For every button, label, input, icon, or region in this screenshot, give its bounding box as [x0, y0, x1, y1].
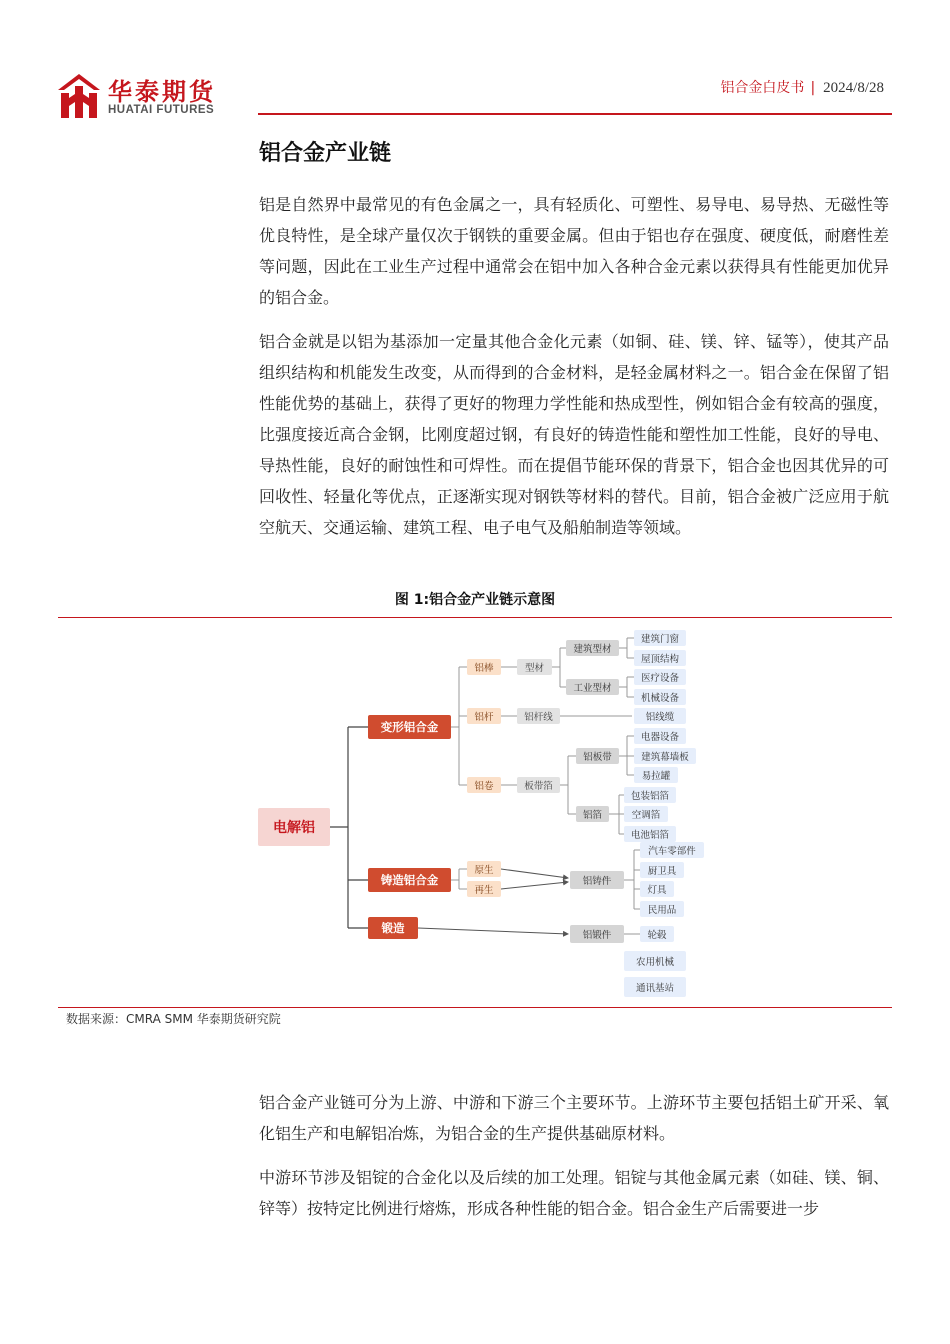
node-industrial-profile: 工业型材	[566, 679, 619, 695]
section-title: 铝合金产业链	[259, 141, 392, 166]
paragraph-midstream: 中游环节涉及铝锭的合金化以及后续的加工处理。铝锭与其他金属元素（如硅、镁、铜、锌等）按特定比例进行熔炼，形成各种性能的铝合金。铝合金生产后需要进一步	[259, 1168, 889, 1218]
leaf-machinery: 机械设备	[634, 689, 686, 705]
brand-name-cn: 华泰期货	[108, 78, 216, 106]
figure-caption: 图 1:铝合金产业链示意图	[394, 592, 556, 608]
huatai-logo-icon	[58, 74, 100, 118]
node-recycled: 再生	[467, 881, 501, 897]
paragraph-intro: 铝是自然界中最常见的有色金属之一，具有轻质化、可塑性、易导电、易导热、无磁性等优良特性，是全球产量仅次于钢铁的重要金属。但由于铝也存在强度、硬度低，耐磨性差等问题，因此在工业生产过程中通常会在铝中加入各种合金元素以获得具有性能更加优异的铝合金。	[259, 195, 889, 307]
brand-name-en: HUATAI FUTURES	[108, 104, 215, 116]
leaf-daily-goods: 民用品	[640, 901, 684, 917]
paragraph-chain-overview: 铝合金产业链可分为上游、中游和下游三个主要环节。上游环节主要包括铝土矿开采、氧化铝生产和电解铝冶炼，为铝合金的生产提供基础原材料。	[259, 1093, 889, 1143]
leaf-hub: 轮毂	[640, 926, 674, 942]
node-electrolytic-aluminum: 电解铝	[258, 808, 330, 846]
report-date: 2024/8/28	[823, 80, 884, 96]
node-plate-strip: 铝板带	[576, 748, 619, 764]
node-forging: 锻造	[368, 917, 418, 939]
industry-chain-diagram	[58, 620, 892, 1008]
header-divider	[258, 113, 892, 115]
figure-bottom-rule	[58, 1007, 892, 1008]
leaf-auto-parts: 汽车零部件	[640, 842, 704, 858]
paragraph-definition: 铝合金就是以铝为基添加一定量其他合金化元素（如铜、硅、镁、锌、锰等），使其产品组织结构和机能发生改变，从而得到的合金材料，是轻金属材料之一。铝合金在保留了铝性能优势的基础上，获得了更好的物理力学性能和热成型性，例如铝合金有较高的强度，比强度接近高合金钢，比刚度超过钢，有良好的铸造性能和塑性加工性能，良好的导电、导热性能，良好的耐蚀性和可焊性。而在提倡节能环保的背景下，铝合金也因其优异的可回收性、轻量化等优点，正逐渐实现对钢铁等材料的替代。目前，铝合金被广泛应用于航空航天、交通运输、建筑工程、电子电气及船舶制造等领域。	[259, 332, 889, 537]
leaf-curtain-wall: 建筑幕墙板	[634, 748, 696, 764]
leaf-battery-foil: 电池铝箔	[624, 826, 676, 842]
node-cast-alloy: 铸造铝合金	[368, 868, 451, 892]
node-primary: 原生	[467, 861, 501, 877]
leaf-roof-structure: 屋顶结构	[634, 650, 686, 666]
node-casting: 铝铸件	[570, 871, 624, 889]
node-deformed-alloy: 变形铝合金	[368, 715, 451, 739]
leaf-electrical: 电器设备	[634, 728, 686, 744]
node-aluminum-coil: 铝卷	[467, 777, 501, 793]
node-rod-wire: 铝杆线	[517, 708, 560, 724]
data-source: 数据来源：CMRA SMM 华泰期货研究院	[66, 1012, 281, 1026]
node-profile: 型材	[517, 659, 552, 675]
node-forging-part: 铝锻件	[570, 925, 624, 943]
leaf-door-window: 建筑门窗	[634, 630, 686, 646]
meta-separator: |	[810, 80, 816, 96]
leaf-agri-machinery: 农用机械	[624, 951, 686, 971]
figure-top-rule	[58, 617, 892, 618]
node-strip-foil: 板带箔	[517, 777, 560, 793]
leaf-kitchen-bath: 厨卫具	[640, 862, 684, 878]
diagram-connectors	[58, 620, 892, 1008]
leaf-medical: 医疗设备	[634, 669, 686, 685]
node-aluminum-rod: 铝杆	[467, 708, 501, 724]
node-building-profile: 建筑型材	[566, 640, 619, 656]
leaf-cable: 铝线缆	[634, 708, 686, 724]
node-aluminum-bar: 铝棒	[467, 659, 501, 675]
leaf-telecom-station: 通讯基站	[624, 977, 686, 997]
leaf-lamps: 灯具	[640, 881, 674, 897]
report-meta	[720, 77, 884, 97]
leaf-packaging-foil: 包装铝箔	[624, 787, 676, 803]
report-series: 铝合金白皮书	[720, 80, 805, 96]
node-foil: 铝箔	[576, 806, 609, 822]
leaf-ac-foil: 空调箔	[624, 806, 668, 822]
leaf-can: 易拉罐	[634, 767, 678, 783]
